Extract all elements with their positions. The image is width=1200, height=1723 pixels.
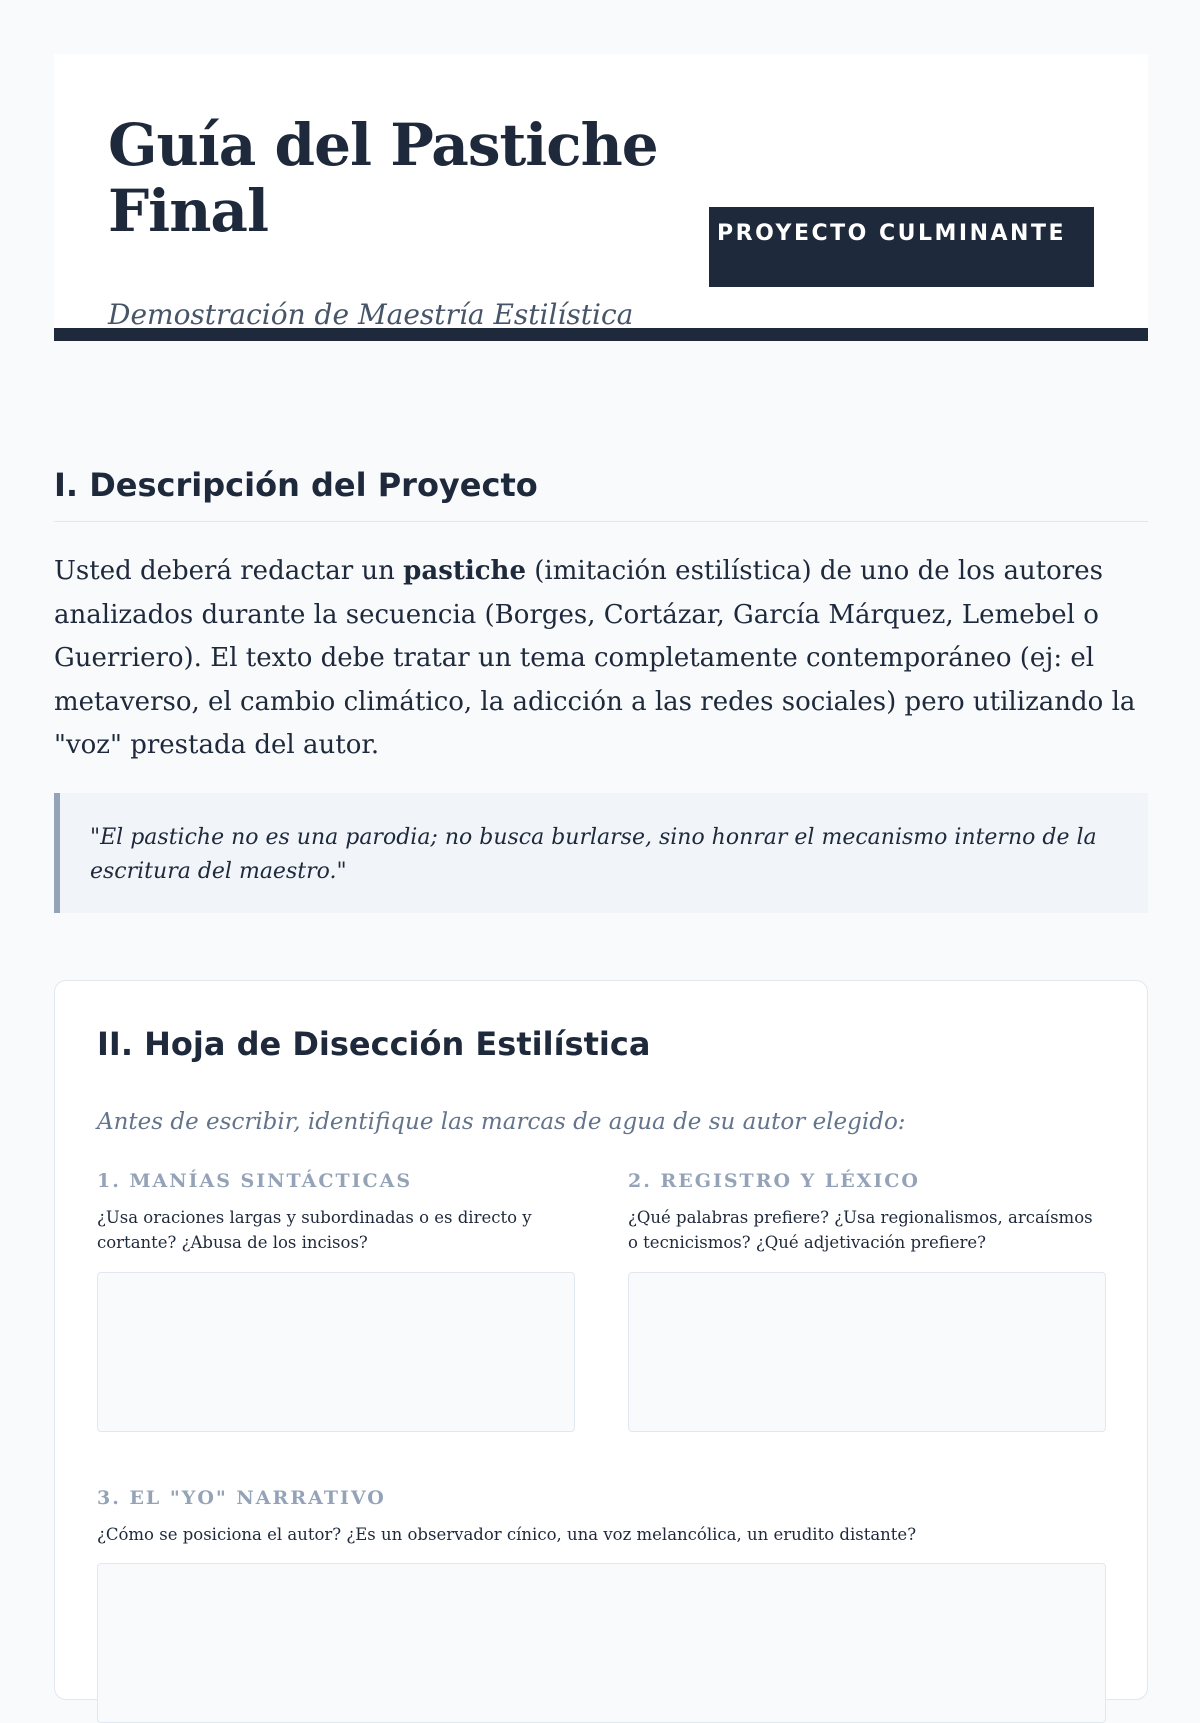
section-title-dissection: II. Hoja de Disección Estilística	[97, 1025, 651, 1063]
project-badge: PROYECTO CULMINANTE	[709, 207, 1094, 287]
register-lexicon-answer[interactable]	[628, 1272, 1106, 1432]
field-label: 1. MANÍAS SINTÁCTICAS	[97, 1170, 413, 1192]
page-subtitle: Demostración de Maestría Estilística	[108, 298, 634, 331]
page-title: Guía del Pastiche Final	[108, 111, 658, 245]
narrative-voice-answer[interactable]	[97, 1563, 1106, 1723]
field-register-lexicon	[628, 1169, 1106, 1255]
description-text-end: (imitación estilística) de uno de los autores analizados durante la secuencia (Borges, Cortázar, García Márquez, Lemebel o Guerriero). El texto debe tratar un tema completamente contemporáneo (ej: el metaverso, el cambio climático, la adicción a las redes sociales) pero utilizando la "voz" prestada del autor.	[54, 556, 1136, 760]
field-label: 2. REGISTRO Y LÉXICO	[628, 1170, 920, 1192]
syntactic-manias-answer[interactable]	[97, 1272, 575, 1432]
field-label: 3. EL "YO" NARRATIVO	[97, 1487, 386, 1509]
pastiche-quote: "El pastiche no es una parodia; no busca burlarse, sino honrar el mecanismo interno de la escritura del maestro."	[54, 793, 1148, 913]
field-narrative-voice	[97, 1486, 1106, 1547]
document-page	[54, 54, 1148, 1544]
field-hint: ¿Usa oraciones largas y subordinadas o es directo y cortante? ¿Abusa de los incisos?	[97, 1208, 532, 1252]
description-text-start: Usted deberá redactar un	[54, 556, 404, 586]
field-syntactic-manias	[97, 1169, 575, 1255]
field-hint: ¿Qué palabras prefiere? ¿Usa regionalismos, arcaísmos o tecnicismos? ¿Qué adjetivación prefiere?	[628, 1208, 1093, 1252]
dissection-instructions: Antes de escribir, identifique las marcas de agua de su autor elegido:	[97, 1109, 906, 1135]
description-keyword: pastiche	[403, 556, 526, 586]
dissection-card	[54, 980, 1148, 1700]
section-divider	[54, 521, 1148, 522]
field-hint: ¿Cómo se posiciona el autor? ¿Es un observador cínico, una voz melancólica, un erudito distante?	[97, 1525, 917, 1544]
document-header	[54, 54, 1148, 341]
section-title-description: I. Descripción del Proyecto	[54, 466, 538, 504]
project-description	[54, 550, 1148, 768]
